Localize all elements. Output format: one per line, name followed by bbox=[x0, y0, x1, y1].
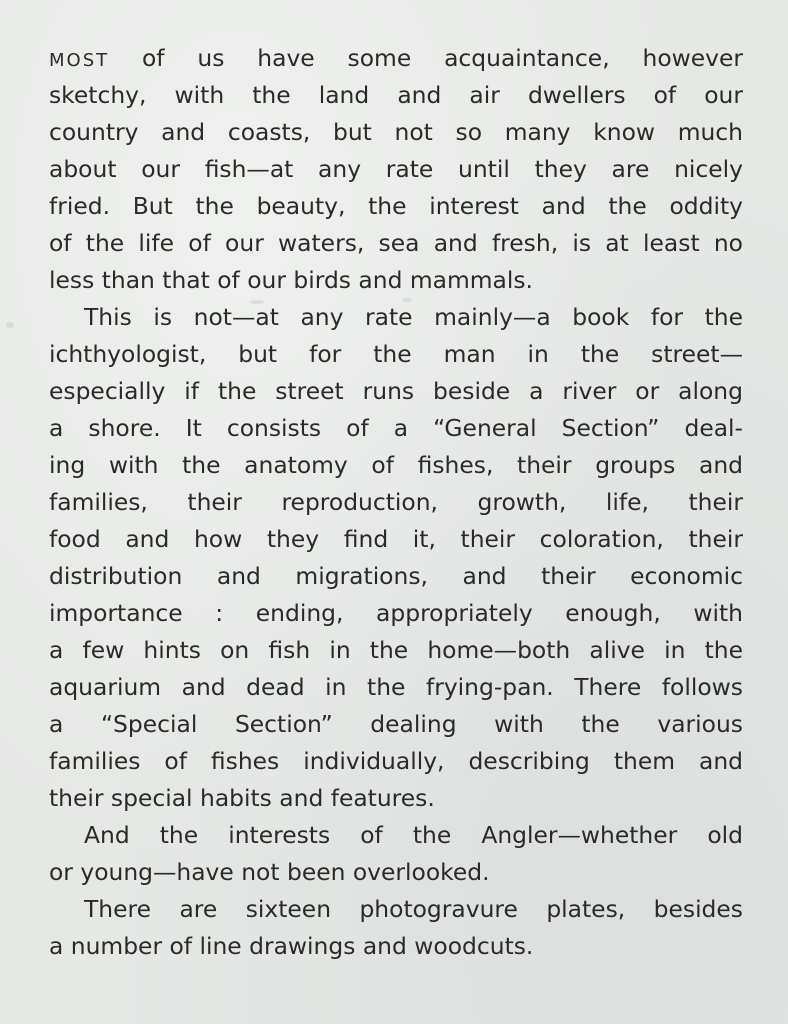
text-line: a few hints on fish in the home—both alive in the bbox=[49, 636, 743, 664]
text-line: food and how they find it, their coloration, their bbox=[49, 525, 743, 553]
paper-blemish bbox=[6, 322, 14, 328]
lead-word: MOST bbox=[49, 50, 110, 71]
text-line: ichthyologist, but for the man in the street— bbox=[49, 340, 743, 368]
text-line: families of fishes individually, describing them and bbox=[49, 747, 743, 775]
paragraph-plates bbox=[49, 891, 743, 965]
text-line: And the interests of the Angler—whether old bbox=[84, 821, 743, 849]
text-line: less than that of our birds and mammals. bbox=[49, 266, 533, 294]
text-line: There are sixteen photogravure plates, besides bbox=[84, 895, 743, 923]
text-line: fried. But the beauty, the interest and the oddity bbox=[49, 192, 743, 220]
text-line: or young—have not been overlooked. bbox=[49, 858, 490, 886]
text-line: MOST of us have some acquaintance, however bbox=[49, 44, 743, 72]
book-blurb-page bbox=[49, 40, 743, 1000]
paragraph-description bbox=[49, 299, 743, 817]
text-line: aquarium and dead in the frying-pan. There follows bbox=[49, 673, 743, 701]
text-line: a number of line drawings and woodcuts. bbox=[49, 932, 534, 960]
text-line: ing with the anatomy of fishes, their groups and bbox=[49, 451, 743, 479]
paragraph-angler bbox=[49, 817, 743, 891]
text-line: This is not—at any rate mainly—a book for the bbox=[84, 303, 743, 331]
paragraph-intro bbox=[49, 40, 743, 299]
text-line: families, their reproduction, growth, life, their bbox=[49, 488, 743, 516]
text-line: of the life of our waters, sea and fresh, is at least no bbox=[49, 229, 743, 257]
text-line: country and coasts, but not so many know much bbox=[49, 118, 743, 146]
text-line: sketchy, with the land and air dwellers of our bbox=[49, 81, 743, 109]
text-line: a “Special Section” dealing with the various bbox=[49, 710, 743, 738]
text-line: distribution and migrations, and their economic bbox=[49, 562, 743, 590]
text-line: especially if the street runs beside a river or along bbox=[49, 377, 743, 405]
text-line: their special habits and features. bbox=[49, 784, 435, 812]
text-line: about our fish—at any rate until they are nicely bbox=[49, 155, 743, 183]
text-line: importance : ending, appropriately enough, with bbox=[49, 599, 743, 627]
text-line: a shore. It consists of a “General Section” deal- bbox=[49, 414, 743, 442]
